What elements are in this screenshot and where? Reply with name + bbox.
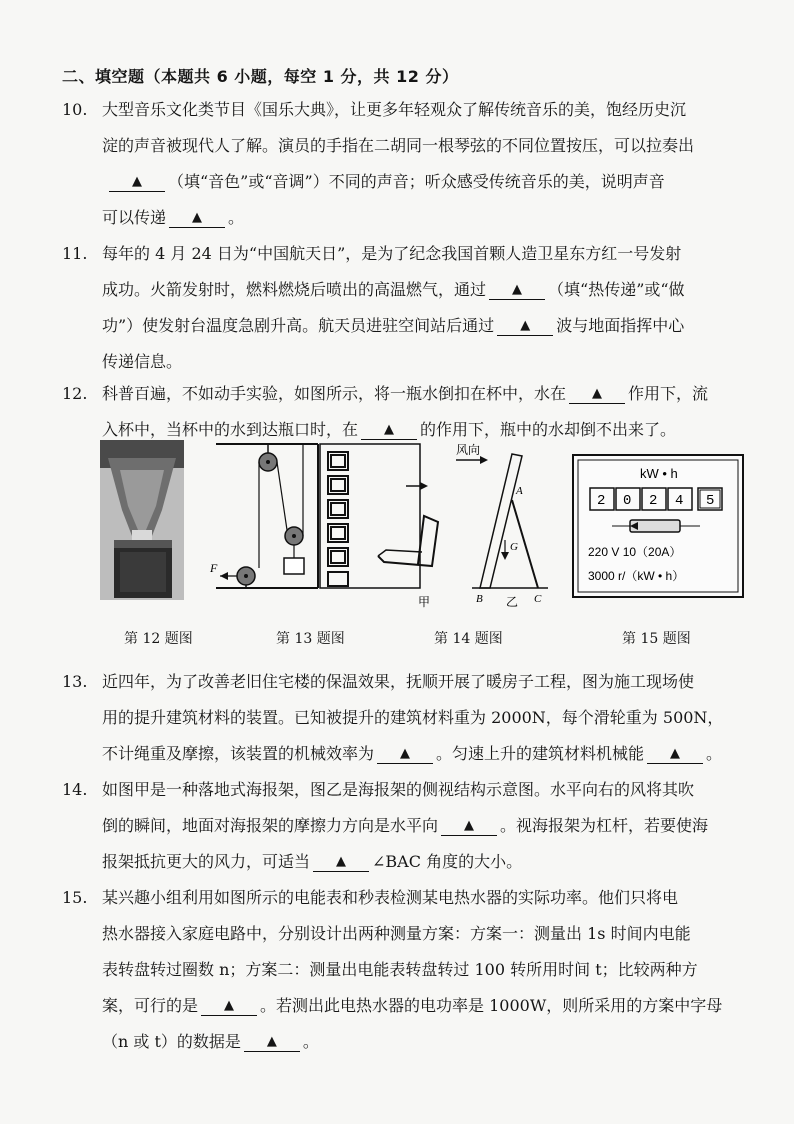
caption-15: 第 15 题图 <box>622 631 691 647</box>
figure-yi-label: 乙 <box>506 595 519 609</box>
question-number: 15. <box>62 888 88 907</box>
q15-line-5: （n 或 t）的数据是 <box>102 1032 241 1051</box>
answer-blank[interactable]: ▲ <box>109 171 165 192</box>
answer-blank[interactable]: ▲ <box>497 315 553 336</box>
q13-line-2: 用的提升建筑材料的装置。已知被提升的建筑材料重为 2000N，每个滑轮重为 500N， <box>102 708 724 727</box>
q10-line-3: （填“音色”或“音调”）不同的声音；听众感受传统音乐的美，说明声音 <box>168 172 665 191</box>
q11-line-4: 传递信息。 <box>102 352 183 371</box>
meter-digit: 4 <box>675 493 684 509</box>
figures-row <box>100 440 750 610</box>
wind-direction-label: 风向 <box>456 443 481 457</box>
question-number: 14. <box>62 780 88 799</box>
question-15: 15. 某兴趣小组利用如图所示的电能表和秒表检测某电热水器的实际功率。他们只将电 热水器接入家庭电路中，分别设计出两种测量方案：方案一：测量出 1s 时间内电能 表转盘转过圈数 n；方案二：测量出电能表转盘转过 100 转所用时间 t；比较两种方 案，可行的是 ▲ 。若测出此电热水器的电功率是 1000W，则所采用的方案中字母 （n 或 t）的数据是 ▲ 。 <box>62 880 752 1060</box>
point-g-label: G <box>510 541 518 553</box>
q11-line-2: 成功。火箭发射时，燃料燃烧后喷出的高温燃气，通过 <box>102 280 487 299</box>
q13-line-1: 近四年，为了改善老旧住宅楼的保温效果，抚顺开展了暖房子工程，图为施工现场使 <box>102 672 695 691</box>
q13-line-3: 不计绳重及摩擦，该装置的机械效率为 <box>102 744 375 763</box>
answer-blank[interactable]: ▲ <box>377 743 433 764</box>
answer-blank[interactable]: ▲ <box>201 995 257 1016</box>
q10-line-2: 淀的声音被现代人了解。演员的手指在二胡同一根琴弦的不同位置按压，可以拉奏出 <box>102 136 695 155</box>
meter-digit: 2 <box>649 493 658 509</box>
question-number: 12. <box>62 384 88 403</box>
meter-digit: 2 <box>597 493 606 509</box>
meter-rating: 220 V 10（20A） <box>588 545 682 559</box>
q15-line-3: 表转盘转过圈数 n；方案二：测量出电能表转盘转过 100 转所用时间 t；比较两种方 <box>102 960 698 979</box>
question-number: 13. <box>62 672 88 691</box>
answer-blank[interactable]: ▲ <box>169 207 225 228</box>
point-c-label: C <box>534 593 542 605</box>
question-number: 10. <box>62 100 88 119</box>
section-title: 二、填空题（本题共 6 小题，每空 1 分，共 12 分） <box>62 67 459 86</box>
q11-line-3: 功”）使发射台温度急剧升高。航天员进驻空间站后通过 <box>102 316 495 335</box>
q12-line-1: 科普百遍，不如动手实验，如图所示，将一瓶水倒扣在杯中，水在 <box>102 384 567 403</box>
q11-line-1: 每年的 4 月 24 日为“中国航天日”，是为了纪念我国首颗人造卫星东方红一号发射 <box>102 244 682 263</box>
question-number: 11. <box>62 244 88 263</box>
q15-line-2: 热水器接入家庭电路中，分别设计出两种测量方案：方案一：测量出 1s 时间内电能 <box>102 924 691 943</box>
figure-jia-label: 甲 <box>418 595 431 609</box>
answer-blank[interactable]: ▲ <box>647 743 703 764</box>
question-14: 14. 如图甲是一种落地式海报架，图乙是海报架的侧视结构示意图。水平向右的风将其吹 倒的瞬间，地面对海报架的摩擦力方向是水平向 ▲ 。视海报架为杠杆，若要使海 报架抵抗更大的风力，可适当 ▲ ∠BAC 角度的大小。 <box>62 772 752 880</box>
force-label: F <box>210 561 218 575</box>
answer-blank[interactable]: ▲ <box>441 815 497 836</box>
meter-digit-decimal: 5 <box>706 493 715 509</box>
q14-line-2: 倒的瞬间，地面对海报架的摩擦力方向是水平向 <box>102 816 439 835</box>
answer-blank[interactable]: ▲ <box>313 851 369 872</box>
answer-blank[interactable]: ▲ <box>489 279 545 300</box>
q15-line-1: 某兴趣小组利用如图所示的电能表和秒表检测某电热水器的实际功率。他们只将电 <box>102 888 679 907</box>
question-13: 13. 近四年，为了改善老旧住宅楼的保温效果，抚顺开展了暖房子工程，图为施工现场使 用的提升建筑材料的装置。已知被提升的建筑材料重为 2000N，每个滑轮重为 500N， 不计绳重及摩擦，该装置的机械效率为 ▲ 。匀速上升的建筑材料机械能 ▲ 。 <box>62 664 752 772</box>
q15-line-4: 案，可行的是 <box>102 996 199 1015</box>
question-10: 10. 大型音乐文化类节目《国乐大典》，让更多年轻观众了解传统音乐的美，饱经历史沉 淀的声音被现代人了解。演员的手指在二胡同一根琴弦的不同位置按压，可以拉奏出 ▲ （填“音色”或“音调”）不同的声音；听众感受传统音乐的美，说明声音 可以传递 ▲ 。 <box>62 92 752 236</box>
caption-12: 第 12 题图 <box>124 631 193 647</box>
q14-line-1: 如图甲是一种落地式海报架，图乙是海报架的侧视结构示意图。水平向右的风将其吹 <box>102 780 695 799</box>
answer-blank[interactable]: ▲ <box>244 1031 300 1052</box>
answer-blank[interactable]: ▲ <box>569 383 625 404</box>
figure-15-energy-meter <box>572 454 744 598</box>
q10-line-4: 可以传递 <box>102 208 167 227</box>
question-11: 11. 每年的 4 月 24 日为“中国航天日”，是为了纪念我国首颗人造卫星东方红一号发射 成功。火箭发射时，燃料燃烧后喷出的高温燃气，通过 ▲ （填“热传递”或“做 功”）使发射台温度急剧升高。航天员进驻空间站后通过 ▲ 波与地面指挥中心 传递信息。 <box>62 236 752 380</box>
caption-14: 第 14 题图 <box>434 631 503 647</box>
figure-12-photo <box>100 440 184 600</box>
caption-13: 第 13 题图 <box>276 631 345 647</box>
point-b-label: B <box>476 593 483 605</box>
answer-blank[interactable]: ▲ <box>361 419 417 440</box>
figure-captions <box>0 628 794 652</box>
point-a-label: A <box>516 485 523 497</box>
meter-constant: 3000 r/（kW • h） <box>588 569 685 583</box>
q12-line-2: 入杯中，当杯中的水到达瓶口时，在 <box>102 420 359 439</box>
q10-line-1: 大型音乐文化类节目《国乐大典》，让更多年轻观众了解传统音乐的美，饱经历史沉 <box>102 100 687 119</box>
q14-line-3: 报架抵抗更大的风力，可适当 <box>102 852 311 871</box>
meter-unit: kW • h <box>640 466 678 481</box>
meter-digit: 0 <box>623 493 632 509</box>
question-12: 12. 科普百遍，不如动手实验，如图所示，将一瓶水倒扣在杯中，水在 ▲ 作用下，流 入杯中，当杯中的水到达瓶口时，在 ▲ 的作用下，瓶中的水却倒不出来了。 <box>62 376 752 448</box>
figure-14-poster-stand <box>372 440 552 612</box>
